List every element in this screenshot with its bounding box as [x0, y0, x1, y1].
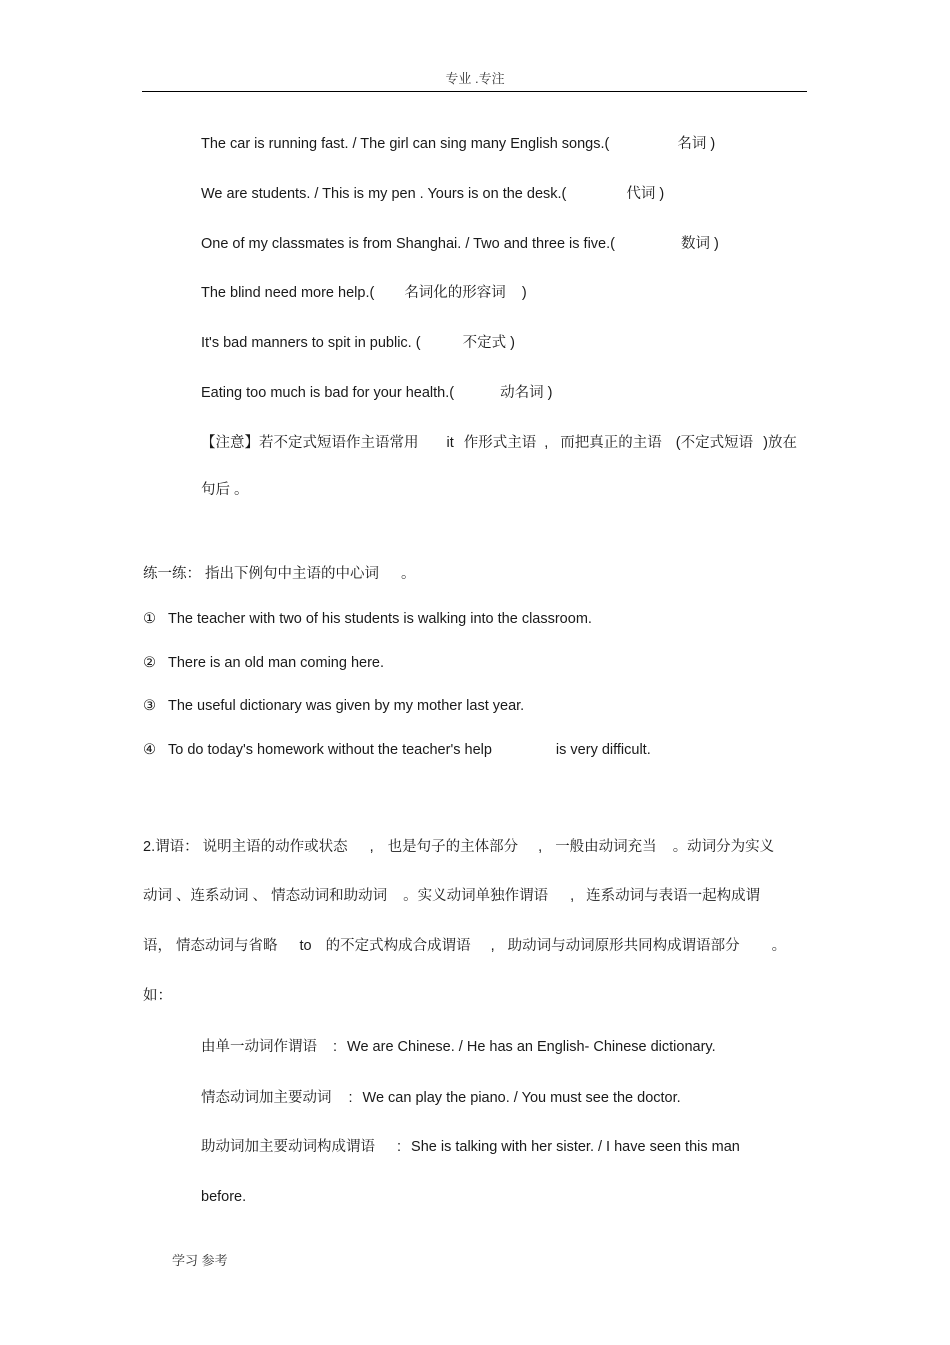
note-text: 【注意】若不定式短语作主语常用	[201, 435, 419, 451]
example-tag: 数词 )	[680, 236, 719, 252]
paragraph-text: 连系动词与表语一起构成谓	[586, 888, 761, 904]
paragraph-text: 。动词分为实义	[672, 839, 775, 855]
predicate-example-continuation: before.	[201, 1189, 247, 1205]
note-text: (不定式短语	[675, 435, 754, 451]
exercise-title-period: 。	[401, 566, 416, 582]
predicate-example-2	[201, 1089, 681, 1107]
predicate-example-text: She is talking with her sister. / I have seen this man	[411, 1139, 740, 1155]
exercise-item-number: ③	[143, 698, 156, 714]
paragraph-text: 。实义动词单独作谓语	[403, 888, 549, 904]
predicate-example-text: We can play the piano. / You must see the doctor.	[362, 1090, 681, 1106]
exercise-title	[143, 565, 416, 583]
predicate-example-1	[201, 1038, 716, 1056]
note-text: )放在	[763, 435, 797, 451]
note-comma: ,	[544, 435, 549, 451]
note-text: 而把真正的主语	[560, 435, 662, 451]
example-tag: 名词化的形容词	[404, 285, 506, 301]
example-line-5	[201, 334, 515, 352]
exercise-item-number: ①	[143, 611, 156, 627]
header-divider	[142, 91, 807, 92]
note-line-1	[201, 434, 797, 452]
exercise-item-number: ④	[143, 742, 156, 758]
example-text: It's bad manners to spit in public. (	[201, 335, 421, 351]
example-line-3	[201, 235, 719, 253]
exercise-item-number: ②	[143, 655, 156, 671]
example-text: The car is running fast. / The girl can sing many English songs.(	[201, 136, 610, 152]
example-line-1	[201, 135, 715, 153]
example-close-paren: )	[521, 285, 527, 301]
exercise-title-text: 练一练： 指出下例句中主语的中心词	[143, 566, 380, 582]
predicate-example-label: 助动词加主要动词构成谓语	[201, 1139, 375, 1155]
paragraph-text: ,	[538, 839, 543, 855]
paragraph-text: 一般由动词充当	[555, 839, 657, 855]
paragraph-text: 助动词与动词原形共同构成谓语部分	[507, 938, 740, 954]
exercise-item-1	[143, 610, 592, 628]
predicate-paragraph-line-1	[143, 838, 774, 856]
example-text: One of my classmates is from Shanghai. / Two and three is five.(	[201, 236, 615, 252]
paragraph-text: 也是句子的主体部分	[387, 839, 519, 855]
example-tag: 动名词 )	[500, 385, 553, 401]
example-tag: 名词 )	[677, 136, 716, 152]
exercise-item-text: The teacher with two of his students is walking into the classroom.	[168, 611, 592, 627]
predicate-paragraph-line-2	[143, 887, 760, 905]
paragraph-text: 语， 情态动词与省略	[143, 938, 278, 954]
predicate-example-colon: :	[333, 1039, 338, 1055]
predicate-example-colon: :	[348, 1090, 353, 1106]
note-it: it	[446, 435, 454, 451]
predicate-paragraph-line-4: 如：	[143, 988, 172, 1004]
paragraph-text: ,	[369, 839, 374, 855]
example-text: Eating too much is bad for your health.(	[201, 385, 455, 401]
example-text: We are students. / This is my pen . Yours is on the desk.(	[201, 186, 567, 202]
predicate-example-text: We are Chinese. / He has an English- Chinese dictionary.	[347, 1039, 716, 1055]
predicate-example-colon: :	[397, 1139, 402, 1155]
exercise-item-text: is very difficult.	[555, 742, 651, 758]
predicate-example-label: 情态动词加主要动词	[201, 1090, 332, 1106]
exercise-item-4	[143, 741, 651, 759]
paragraph-text: to	[299, 938, 312, 954]
exercise-item-2	[143, 654, 384, 672]
example-tag: 代词 )	[626, 186, 665, 202]
paragraph-text: 的不定式构成合成谓语	[325, 938, 471, 954]
paragraph-text: 。	[771, 938, 787, 954]
predicate-example-label: 由单一动词作谓语	[201, 1039, 317, 1055]
exercise-item-text: There is an old man coming here.	[168, 655, 384, 671]
page-header-title: 专业 .专注	[445, 71, 505, 86]
note-line-2: 句后 。	[201, 482, 249, 498]
example-line-6	[201, 384, 552, 402]
note-text: 作形式主语	[463, 435, 537, 451]
paragraph-text: 2.谓语： 说明主语的动作或状态	[143, 839, 348, 855]
paragraph-text: ,	[570, 888, 575, 904]
exercise-item-3	[143, 697, 524, 715]
predicate-example-3	[201, 1138, 740, 1156]
paragraph-text: ,	[490, 938, 495, 954]
example-line-2	[201, 185, 664, 203]
exercise-item-text: The useful dictionary was given by my mother last year.	[168, 698, 525, 714]
page-footer: 学习 参考	[172, 1253, 228, 1268]
exercise-item-text: To do today's homework without the teacher's help	[168, 742, 492, 758]
example-tag: 不定式 )	[462, 335, 515, 351]
paragraph-text: 动词 、连系动词 、 情态动词和助动词	[143, 888, 388, 904]
example-line-4	[201, 284, 527, 302]
predicate-paragraph-line-3	[143, 937, 786, 955]
example-text: The blind need more help.(	[201, 285, 375, 301]
